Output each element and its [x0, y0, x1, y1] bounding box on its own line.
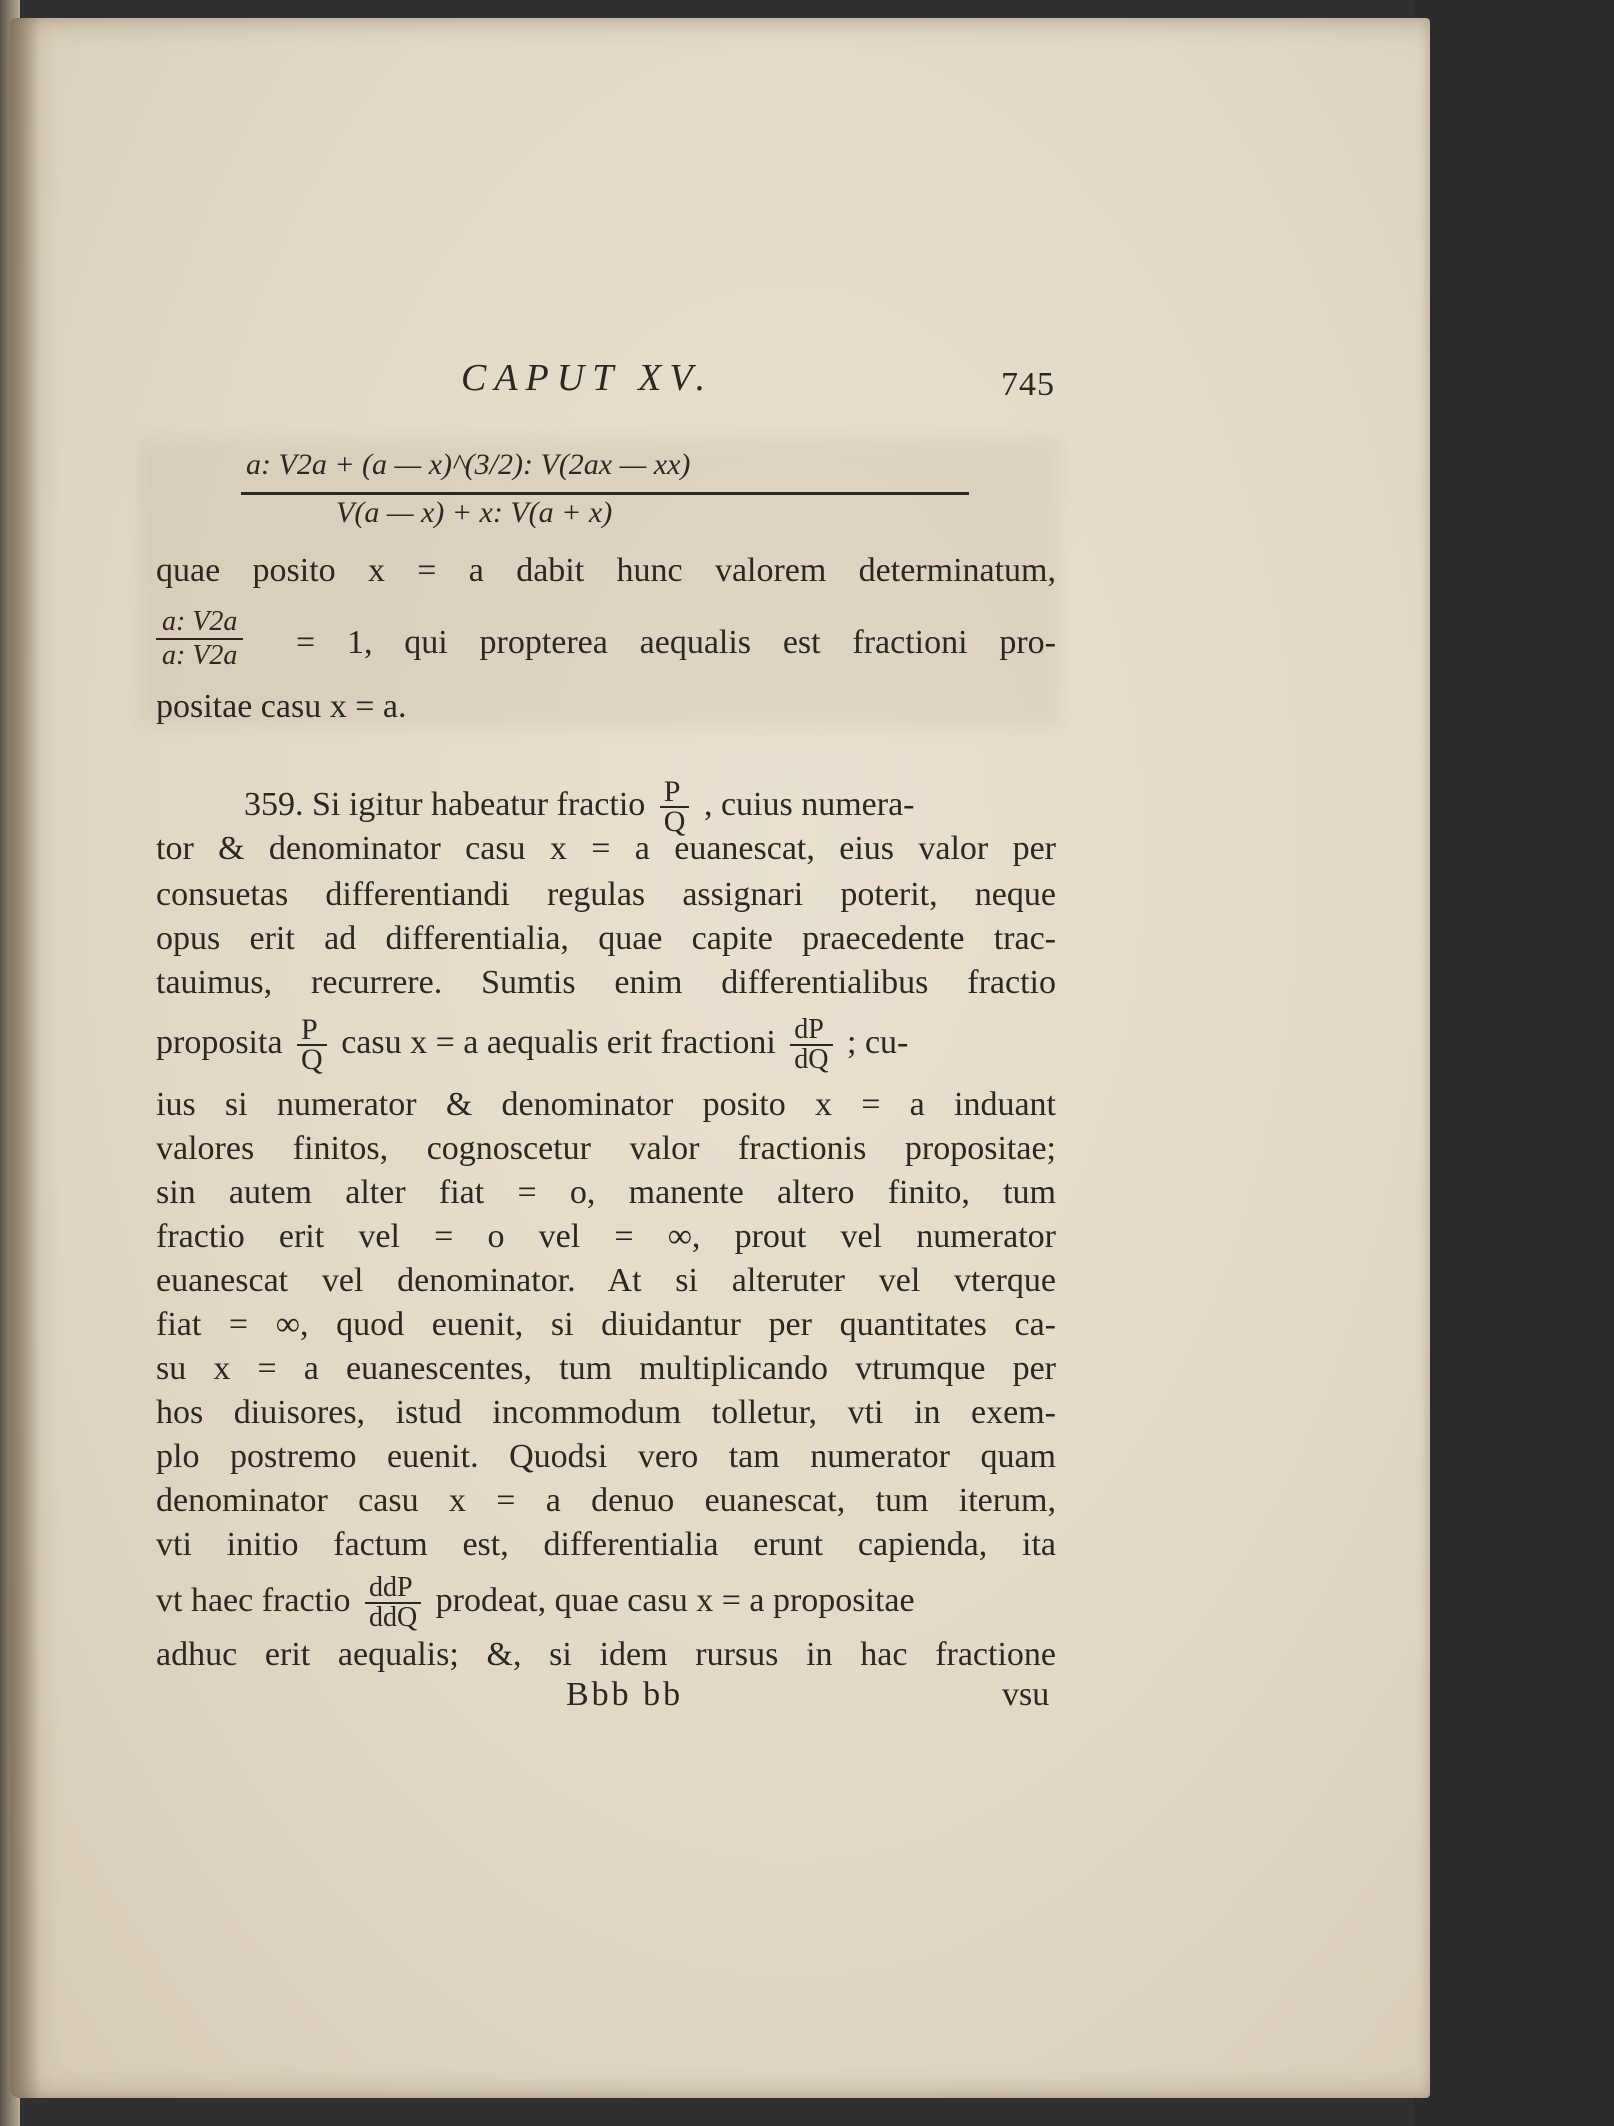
fraction-numerator: P	[660, 778, 690, 808]
text-fragment: prodeat, quae casu x = a propositae	[435, 1582, 915, 1619]
inline-fraction	[156, 606, 243, 672]
fraction-denominator: dQ	[794, 1044, 829, 1076]
text-line-fraction	[156, 606, 1056, 676]
book-page	[10, 18, 1430, 2098]
text-line: quae posito x = a dabit hunc valorem determinatum,	[156, 552, 1056, 589]
page-number: 745	[1001, 366, 1055, 403]
text-fragment: ; cu-	[847, 1024, 909, 1061]
text-line: tauimus, recurrere. Sumtis enim differentialibus fractio	[156, 964, 1056, 1001]
fraction-numerator: P	[297, 1016, 327, 1046]
text-line: opus erit ad differentialia, quae capite praecedente trac-	[156, 920, 1056, 957]
paragraph-number-text: 359. Si igitur habeatur fractio	[244, 786, 646, 823]
text-fragment: casu x = a aequalis erit fractioni	[341, 1024, 776, 1061]
text-line: fiat = ∞, quod euenit, si diuidantur per quantitates ca-	[156, 1306, 1056, 1343]
fraction-denominator: ddQ	[368, 1602, 418, 1634]
equation-denominator: V(a — x) + x: V(a + x)	[336, 496, 613, 529]
text-line: = 1, qui propterea aequalis est fractioni pro-	[296, 624, 1056, 661]
signature-mark: Bbb bb	[566, 1676, 684, 1713]
text-line-fractions	[156, 1008, 1056, 1078]
text-fragment: proposita	[156, 1024, 283, 1061]
fraction-numerator: dP	[790, 1016, 832, 1046]
text-line: sin autem alter fiat = o, manente altero finito, tum	[156, 1174, 1056, 1211]
text-line-fraction	[156, 1566, 1056, 1636]
fraction-denominator: Q	[663, 805, 686, 839]
running-title: CAPUT XV.	[461, 357, 714, 399]
inline-fraction	[365, 1574, 421, 1632]
text-line: fractio erit vel = o vel = ∞, prout vel numerator	[156, 1218, 1056, 1255]
text-line: denominator casu x = a denuo euanescat, tum iterum,	[156, 1482, 1056, 1519]
text-line: adhuc erit aequalis; &, si idem rursus in hac fractione	[156, 1636, 1056, 1673]
catchword: vsu	[1002, 1676, 1050, 1713]
text-line: valores finitos, cognoscetur valor fractionis propositae;	[156, 1130, 1056, 1167]
inline-fraction	[790, 1016, 832, 1074]
text-line: tor & denominator casu x = a euanescat, eius valor per	[156, 830, 1056, 867]
text-line: vti initio factum est, differentialia erunt capienda, ita	[156, 1526, 1056, 1563]
inline-fraction	[297, 1013, 327, 1077]
text-line: plo postremo euenit. Quodsi vero tam numerator quam	[156, 1438, 1056, 1475]
text-line: su x = a euanescentes, tum multiplicando vtrumque per	[156, 1350, 1056, 1387]
fraction-denominator: Q	[301, 1043, 323, 1077]
fraction-numerator: ddP	[365, 1574, 421, 1604]
fraction-denominator: a: V2a	[162, 640, 238, 671]
text-fragment: vt haec fractio	[156, 1582, 351, 1619]
text-line: hos diuisores, istud incommodum tolletur, vti in exem-	[156, 1394, 1056, 1431]
text-line: euanescat vel denominator. At si alteruter vel vterque	[156, 1262, 1056, 1299]
running-header	[156, 356, 1056, 416]
text-line: positae casu x = a.	[156, 688, 407, 725]
text-line: consuetas differentiandi regulas assignari poterit, neque	[156, 876, 1056, 913]
equation-fraction-bar	[241, 492, 969, 495]
background-right	[1414, 0, 1614, 2126]
equation-numerator: a: V2a + (a — x)^(3/2): V(2ax — xx)	[246, 448, 691, 481]
fraction-numerator: a: V2a	[156, 606, 243, 640]
text-line: ius si numerator & denominator posito x = a induant	[156, 1086, 1056, 1123]
text-fragment: , cuius numera-	[703, 786, 915, 823]
